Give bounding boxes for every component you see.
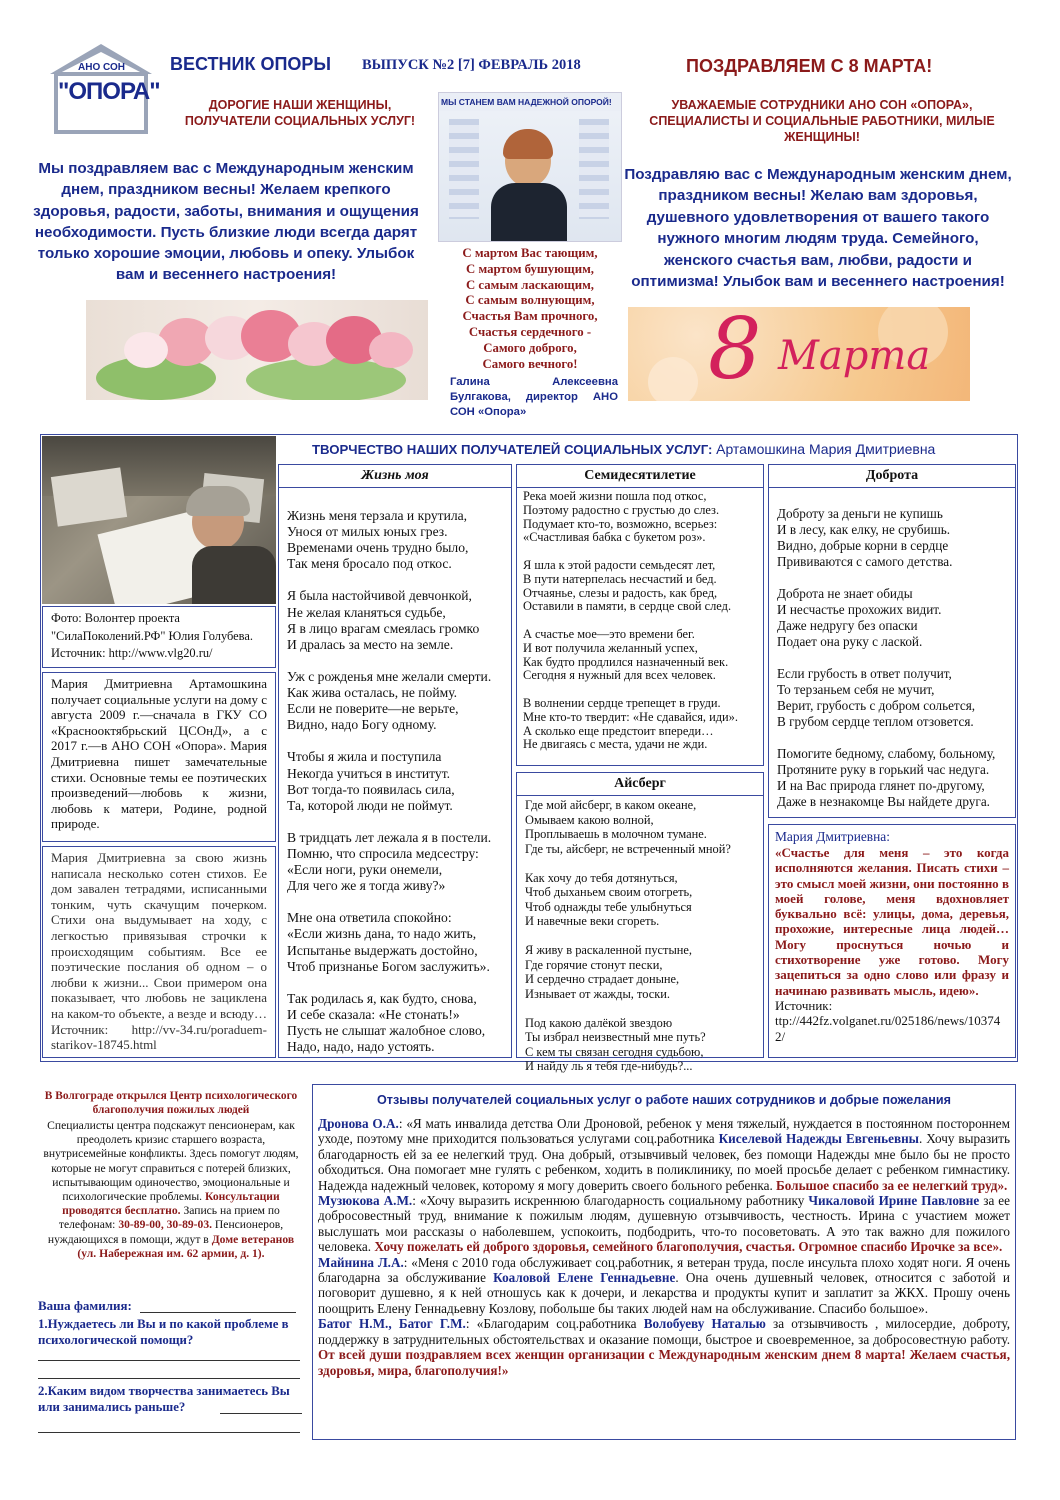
director-banner: МЫ СТАНЕМ ВАМ НАДЕЖНОЙ ОПОРОЙ!: [441, 97, 612, 107]
poem-text: Река моей жизни пошла под откос, Поэтому радостно с грустью до слез. Подумает кто-то, возможно, всерьез: «Счастливая бабка с букетом роз». Я шла к этой радости семьдесят лет, В пути натерпелась несчастий и бед. Отчаянье, слезы и радость, как бред, Оставили в памяти, в сердце свой след. А счастье мое—это времени бег. И вот получила желанный успех, Как будто продлился назначенный век. Сегодня я нужный для всех человек. В волнении сердце трепещет в груди. Мне кто-то твердит: «Не сдавайся, иди». А сколько еще предстоит впереди… Не двигаясь с места, удачи не жди.: [523, 489, 738, 752]
center-title: В Волгограде открылся Центр психологического благополучия пожилых людей: [44, 1090, 298, 1116]
poem-dobrota: [768, 464, 1016, 818]
poem-text: Жизнь меня терзала и крутила, Унося от милых юных грез. Временами очень трудно было, Так меня бросало под откос. Я была настойчивой девчонкой, Не желая кланяться судьбе, Я в лицо врагам смеялась громко И дралась за место на земле. Уж с рожденья мне желали смерти. Как жива осталась, не пойму. Если не поверите—не верьте, Видно, надо Богу одному. Чтобы я жила и поступила Некогда учиться в институт. Вот тогда-то появилась сила, Та, которой люди не поймут. В тридцать лет лежала я в постели. Помню, что спросила медсестру: «Если ноги, руки онемели, Для чего же я тогда живу?» Мне она ответила спокойно: «Если жизнь дана, то надо жить, Испытанье выдержать достойно, Чтоб признанье Богом заслужить». Так родилась я, как будто, снова, И себе сказала: «Не стонать!» Пусть не слышат жалобное слово, Надо, надо, надо устоять.: [287, 508, 492, 1055]
poem-title: Семидесятилетие: [517, 465, 763, 488]
review-text: : «Меня с 2010 года обслуживает соц.работник, я ветеран труда, после инсульта плохо ходят ноги. Я очень благодарна за обслуживание: [318, 1254, 1010, 1286]
creativity-author: Артамошкина Мария Дмитриевна: [716, 441, 936, 457]
review-text: . Она очень душевный человек, относится с заботой и поговорит душевно, я к ней отношусь как к дочери, и лекарства и продукты купит и заплатит за ЖКХ. Прошу очень поощрить Елену Геннадьевну Козлову, побольше бы таких людей нам на обслуживание. Спасибо большое».: [318, 1270, 1010, 1316]
right-greeting-heading: УВАЖАЕМЫЕ СОТРУДНИКИ АНО СОН «ОПОРА», СПЕЦИАЛИСТЫ И СОЦИАЛЬНЫЕ РАБОТНИКИ, МИЛЫЕ ЖЕНЩИНЫ!: [649, 98, 995, 144]
survey-answer-line[interactable]: [38, 1360, 300, 1361]
review-item: [318, 1193, 1010, 1255]
center-info: [40, 1119, 302, 1261]
director-photo: [438, 92, 622, 242]
review-item: [318, 1255, 1010, 1317]
review-text: : «Благодарим соц.работника: [465, 1316, 644, 1332]
review-text: . Хочу выразить благодарность ей за ее нелегкий труд. Она добрый, отзывчивый человек, без помощи Надежды мне было бы не просто обходиться. Она помогает мне гулять с ребенком, ходить в поликлинику, по моей просьбе делает с ребенком гимнастику. Надежда надежный человек, которому я могу доверить своего больного ребенка.: [318, 1131, 1011, 1193]
center-text2: Запись на прием по телефонам:: [58, 1204, 280, 1232]
director-poem: С мартом Вас тающим, С мартом бушующим, С самым ласкающим, С самым волнующим, Счастья Вам прочного, Счастья сердечного - Самого доброго, Самого вечного!: [462, 246, 598, 371]
worker-name: Коаловой Елене Геннадьевне: [493, 1270, 676, 1286]
center-text1: Специалисты центра подскажут пенсионерам, как преодолеть кризис старшего возраста, внутрисемейные конфликты. Здесь помогут людям, которые не могут справиться с потерей близких, испытывающим одиночество, эмоциональные и психологические проблемы.: [43, 1119, 299, 1204]
left-greeting-heading: ДОРОГИЕ НАШИ ЖЕНЩИНЫ, ПОЛУЧАТЕЛИ СОЦИАЛЬНЫХ УСЛУГ!: [184, 98, 416, 128]
poem-semidesyatiletie: [516, 464, 764, 766]
review-wish: Большое спасибо за ее нелегкий труд».: [776, 1177, 1008, 1193]
poem-title: Айсберг: [517, 773, 763, 796]
poem-zhizn-moya: [278, 464, 512, 1058]
review-text: за отзывчивость , милосердие, доброту, поддержку в затруднительных обстоятельствах и оказание помощи, быстрое и своевременное, за добросовестную работу.: [318, 1316, 1011, 1347]
survey-answer-line[interactable]: [220, 1413, 302, 1414]
reviewer-name: Батог Н.М., Батог Г.М.: [318, 1316, 466, 1332]
poem-text: Доброту за деньги не купишь И в лесу, как елку, не срубишь. Видно, добрые корни в сердце Прививаются с самого детства. Доброта не знает обиды И несчастье прохожих видит. Даже недругу без опаски Подает она руку с лаской. Если грубость в ответ получит, То терзаньем себя не мучит, Верит, грубость с добром сольется, В грубом сердце теплом отзовется. Помогите бедному, слабому, больному, Протяните руку в горький час недуга. И на Вас природа глянет по-другому, Даже в незнакомце Вы найдете друга.: [777, 506, 996, 809]
logo: [48, 40, 160, 136]
quote-text: «Счастье для меня – это когда исполняются желания. Писать стихи – это смысл моей жизни, они постоянно в моей голове, меня вдохновляет буквально всё: улицы, дома, деревья, прохожие, интересные лица людей… Могу проснуться ночью и стихотворение уже готово. Могу зацепиться за одно слово или фразу и начинаю развивать мысль, идею».: [775, 845, 1009, 998]
poem-title: Доброта: [769, 465, 1015, 488]
author-photo: [42, 436, 276, 604]
march-8-card: [628, 307, 970, 401]
logo-small-text: АНО СОН: [78, 62, 125, 73]
center-address: Доме ветеранов (ул. Набережная им. 62 армии, д. 1).: [77, 1232, 295, 1260]
reviewer-name: Майнина Л.А.: [318, 1254, 404, 1270]
bio2-text: Мария Дмитриевна за свою жизнь написала несколько сотен стихов. Ее дом завален тетрадями, исписанными тонким, чуть скачущим почерком. Стихи она выдумывает на ходу, с легкостью привязывая строчки к происходящим событиям. Все ее поэтические послания об одном – о любви к жизни... Свои примером она показывает, что любовь не зациклена на каком-то объекте, а везде и всюду…Источник: http://vv-34.ru/poraduem-starikov-18745.html: [51, 850, 267, 1053]
survey-answer-line[interactable]: [38, 1432, 300, 1433]
right-greeting-text: Поздравляю вас с Международным женским днем, праздником весны! Желаю вам здоровья, душевного удовлетворения от вашего такого нужного многим людям труда. Семейного, женского счастья вам, любви, радости и оптимизма! Улыбок вам и весеннего настроения!: [624, 166, 1012, 291]
center-text3: Пенсионеров, нуждающихся в помощи, ждут в: [47, 1218, 284, 1246]
creativity-title: [312, 441, 935, 457]
worker-name: Киселевой Надежды Евгеньевны: [718, 1131, 919, 1147]
quote-source-label: Источник:: [775, 997, 833, 1013]
tulips-image: [86, 300, 428, 400]
author-quote-box: [768, 824, 1016, 1058]
review-text: за ее добросовестный труд, внимание к пожилым людям, душевную отзывчивость, честность. Ирина с участием может выслушать мои рассказы о наболевшем, успокоить, подбодрить, что-то посоветовать. А это так важно для пожилого человека.: [318, 1193, 1010, 1255]
center-free: Консультации проводятся бесплатно.: [62, 1190, 280, 1218]
creativity-title-main: ТВОРЧЕСТВО НАШИХ ПОЛУЧАТЕЛЕЙ СОЦИАЛЬНЫХ УСЛУГ:: [312, 442, 713, 457]
quote-source[interactable]: ttp://442fz.volganet.ru/025186/news/103742/: [775, 1013, 1001, 1044]
reviews-body: [318, 1116, 1010, 1378]
card-word: Марта: [778, 333, 931, 379]
review-item: [318, 1116, 1010, 1193]
survey-answer-line[interactable]: [38, 1378, 300, 1379]
survey-question-2: 2.Каким видом творчества занимаетесь Вы или занимались раньше?: [38, 1384, 290, 1414]
newsletter-title: ВЕСТНИК ОПОРЫ: [170, 54, 332, 74]
poem-text: Где мой айсберг, в каком океане, Омываем какою волной, Проплываешь в молочном тумане. Где ты, айсберг, не встреченный мной? Как хочу до тебя дотянуться, Чтоб дыханьем своим отогреть, Чтоб однажды тебе улыбнуться И навечные веки сгореть. Я живу в раскаленной пустыне, Где горячие стонут пески, И сердечно страдает доныне, Изнывает от жажды, тоски. Под какою далёкой звездою Ты избрал неизвестный мне путь? С кем ты связан сегодня судьбою, И найду ль я тебя где-нибудь?...: [525, 798, 731, 1073]
poem-aysberg: [516, 772, 764, 1073]
worker-name: Волобуеву Наталью: [643, 1316, 766, 1332]
left-greeting-text: Мы поздравляем вас с Международным женским днем, праздником весны! Желаем крепкого здоровья, радости, заботы, внимания и ощущения необходимости. Пусть близкие люди всегда дарят только хорошие эмоции, любовь и опеку. Улыбок вам и весеннего настроения!: [33, 160, 419, 284]
director-signature: Галина Алексеевна Булгакова, директор АНО СОН «Опора»: [450, 376, 618, 418]
card-number: 8: [708, 307, 762, 398]
survey-surname-line[interactable]: [140, 1312, 296, 1313]
survey-surname-label: Ваша фамилия:: [38, 1298, 132, 1313]
photo-caption-box: [42, 606, 276, 668]
quote-author: Мария Дмитриевна:: [775, 829, 890, 844]
review-wish: От всей души поздравляем всех женщин организации с Международным женским днем 8 марта! Желаем счастья, здоровья, мира, благополучия!»: [318, 1347, 1010, 1378]
reviewer-name: Музюкова А.М.: [318, 1193, 413, 1209]
logo-big-text: "ОПОРА": [58, 78, 160, 105]
congrats-title: ПОЗДРАВЛЯЕМ С 8 МАРТА!: [686, 56, 933, 76]
bio2-box: [42, 846, 276, 1058]
photo-caption: Фото: Волонтер проекта "СилаПоколений.РФ" Юлия Голубева. Источник: http://www.vlg20.ru/: [51, 611, 253, 660]
issue-info: ВЫПУСК №2 [7] ФЕВРАЛЬ 2018: [362, 57, 581, 73]
bio-box: [42, 672, 276, 842]
poem-title: Жизнь моя: [279, 465, 511, 488]
bio-text: Мария Дмитриевна Артамошкина получает социальные услуги на дому с августа 2009 г.—сначала в ГКУ СО «Краснооктябрьский ЦСОнД», а с 2017 г.—в АНО СОН «Опора». Мария Дмитриевна пишет замечательные стихи. Основные темы ее поэтических произведений—любовь к жизни, любовь к матери, Родине, родной природе.: [51, 676, 267, 832]
review-item: [318, 1316, 1010, 1378]
review-wish: Хочу пожелать ей доброго здоровья, семейного благополучия, счастья. Огромное спасибо Ирочке за все».: [374, 1239, 1003, 1255]
review-text: : «Я мать инвалида детства Оли Дроновой, ребенок у меня тяжелый, нуждается в постоянном постороннем уходе, поэтому мне приходится пользоваться услугами соц.работника: [318, 1116, 1010, 1147]
center-phones: 30-89-00, 30-89-03.: [118, 1218, 213, 1232]
reviewer-name: Дронова О.А.: [318, 1116, 399, 1131]
worker-name: Чикаловой Ирине Павловне: [808, 1193, 980, 1209]
reviews-title: Отзывы получателей социальных услуг о работе наших сотрудников и добрые пожелания: [377, 1093, 951, 1107]
survey-question-1: 1.Нуждаетесь ли Вы и по какой проблеме в психологической помощи?: [38, 1317, 289, 1347]
review-text: : «Хочу выразить искреннюю благодарность социальному работнику: [412, 1193, 809, 1209]
